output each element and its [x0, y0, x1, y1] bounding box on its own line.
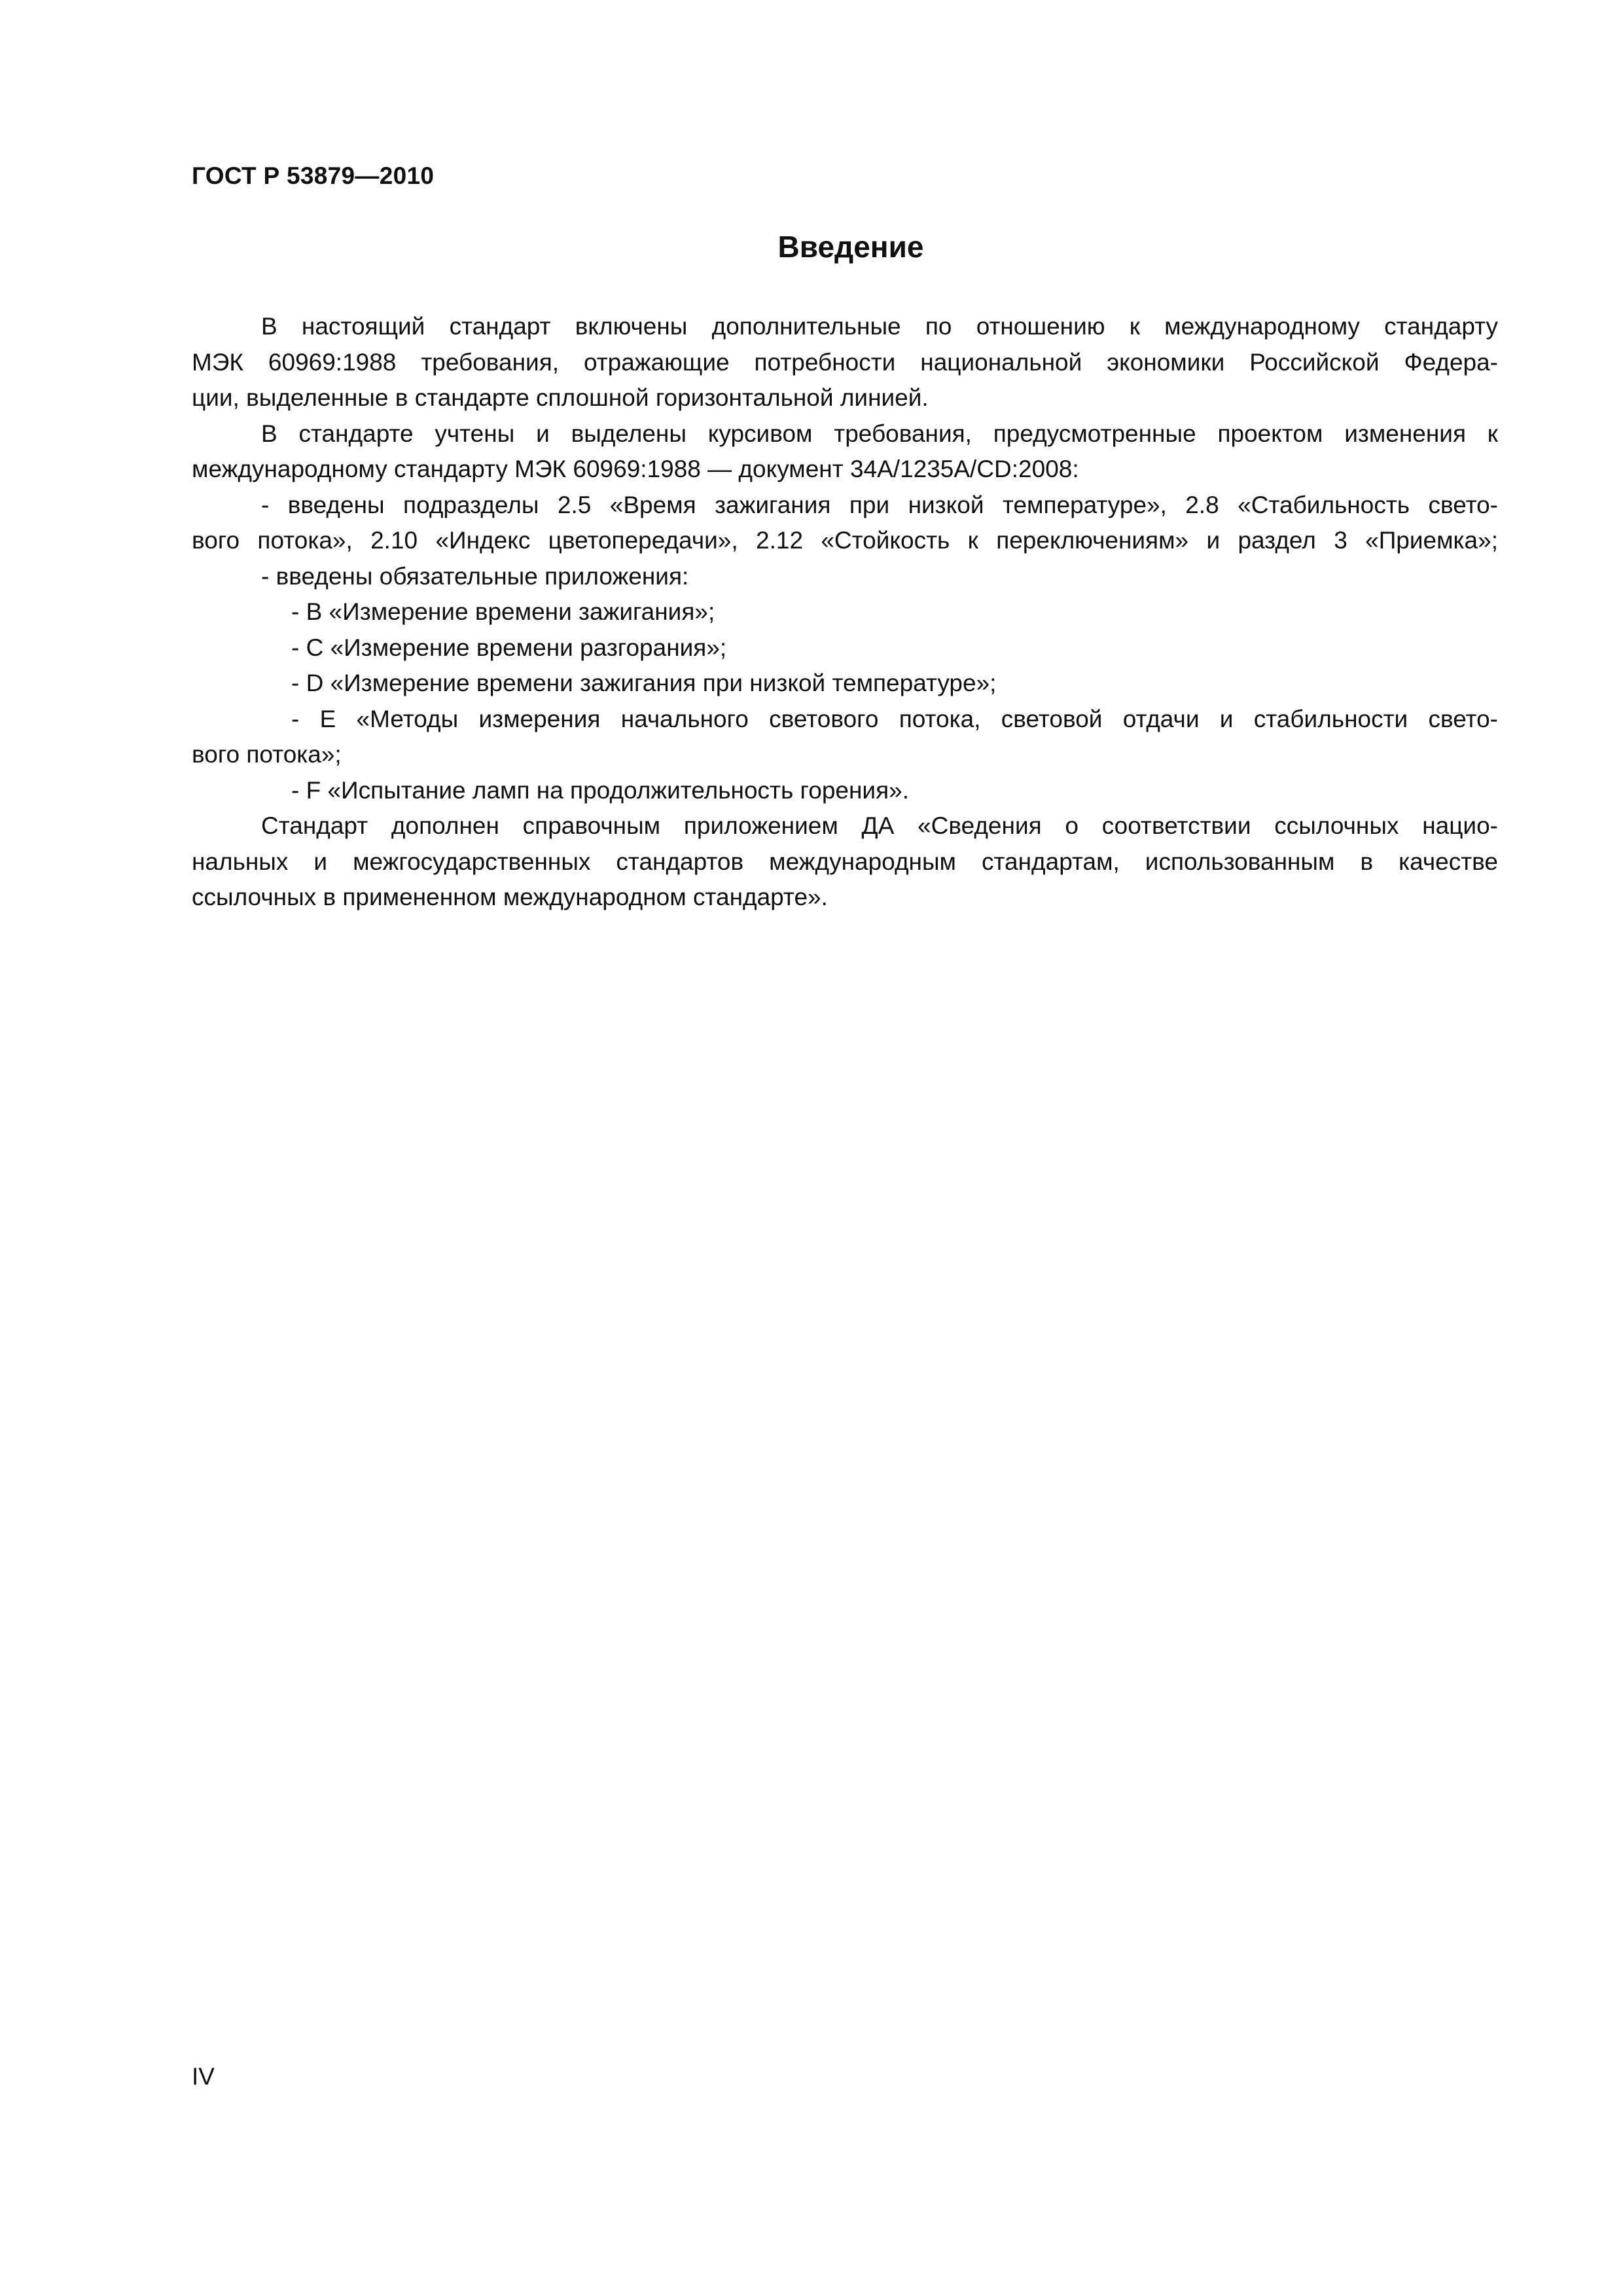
appendix-list-item: - В «Измерение времени зажигания»; [291, 598, 715, 625]
text-line: МЭК 60969:1988 требования, отражающие потребности национальной экономики Российской Федера- [192, 348, 1498, 376]
text-line: ции, выделенные в стандарте сплошной горизонтальной линией. [192, 384, 929, 411]
list-item-line: вого потока», 2.10 «Индекс цветопередачи», 2.12 «Стойкость к переключениям» и раздел 3 «Приемка»; [192, 527, 1498, 554]
text-line: В стандарте учтены и выделены курсивом требования, предусмотренные проектом изменения к [261, 420, 1498, 447]
page-number: IV [192, 2063, 215, 2090]
appendix-list-item: - Е «Методы измерения начального светового потока, световой отдачи и стабильности свето- [291, 705, 1498, 732]
text-line: нальных и межгосударственных стандартов международным стандартам, использованным в качестве [192, 848, 1498, 875]
text-line: Стандарт дополнен справочным приложением ДА «Сведения о соответствии ссылочных нацио- [261, 812, 1498, 839]
introduction-body [192, 309, 1498, 916]
text-line: В настоящий стандарт включены дополнительные по отношению к международному стандарту [261, 313, 1498, 340]
appendix-list-item: - D «Измерение времени зажигания при низкой температуре»; [291, 670, 997, 696]
document-header-standard-id: ГОСТ Р 53879—2010 [192, 162, 435, 189]
list-item-line: - введены подразделы 2.5 «Время зажигания при низкой температуре», 2.8 «Стабильность свето- [261, 491, 1498, 518]
list-item-line: - введены обязательные приложения: [261, 562, 689, 590]
text-line: ссылочных в примененном международном стандарте». [192, 884, 828, 910]
text-line: международному стандарту МЭК 60969:1988 — документ 34А/1235А/CD:2008: [192, 456, 1079, 482]
appendix-list-item: - С «Измерение времени разгорания»; [291, 634, 727, 661]
appendix-list-item: - F «Испытание ламп на продолжительность горения». [291, 776, 909, 804]
section-title: Введение [777, 230, 924, 264]
appendix-list-item: вого потока»; [192, 741, 342, 768]
